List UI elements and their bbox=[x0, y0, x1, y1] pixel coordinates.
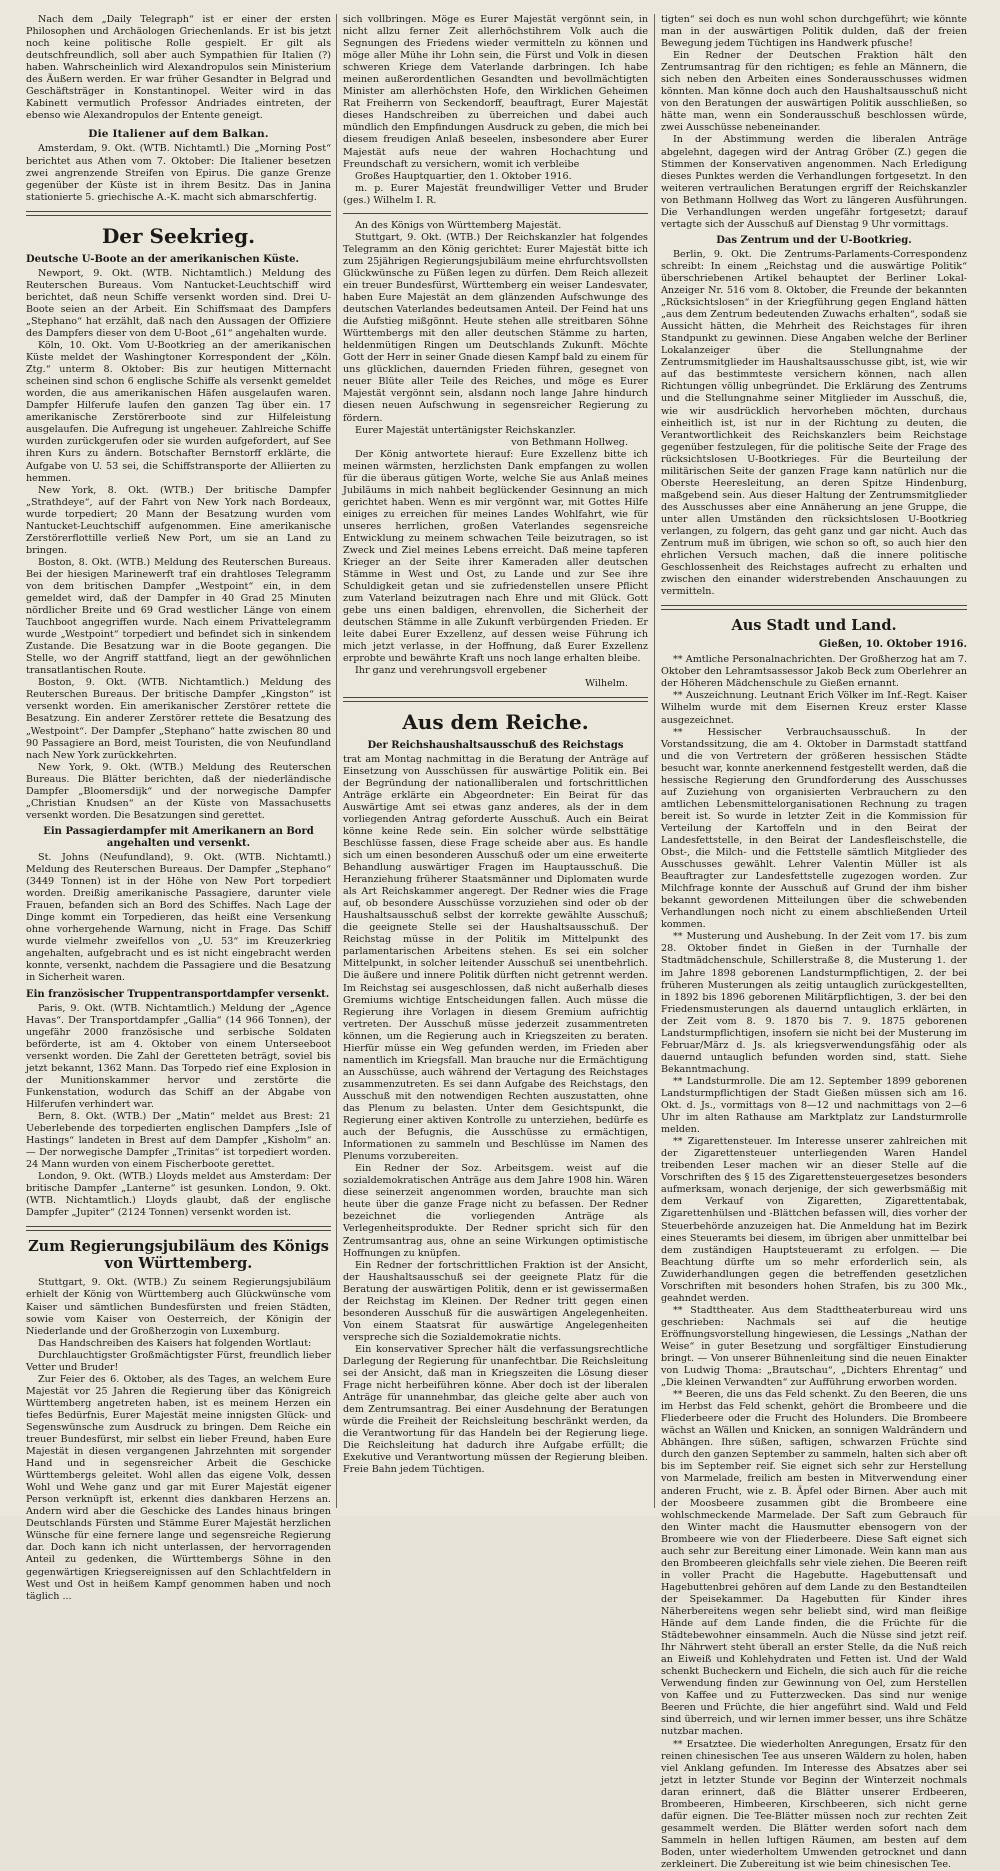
column-left bbox=[26, 14, 331, 1602]
divider bbox=[343, 697, 648, 702]
article-heading: Ein Passagierdampfer mit Amerikanern an Bord angehalten und versenkt. bbox=[43, 825, 314, 849]
article-text: Ein Redner der Soz. Arbeitsgem. weist auf die sozialdemokratischen Anträge aus dem Jahre 1908 hin. Wären diese seinerzeit angenommen worden, brauchte man sich heute über die ganze Frage nicht zu befassen. Der Redner bezeichnet die vorliegenden Anträge als Verlegenheitsprodukte. Der Redner spricht sich für den Zentrumsantrag aus, ohne an seine Wirkungen optimistische Hoffnungen zu knüpfen. bbox=[343, 1163, 648, 1259]
news-item: ** Beeren, die uns das Feld schenkt. Zu den Beeren, die uns im Herbst das Feld schenkt, gehört die Brombeere und die Fliederbeere oder die Frucht des Holunders. Die Brombeere wächst an Wällen und Knicken, an sonnigen Waldrändern und Abhängen. Ihre süßen, saftigen, schwarzen Früchte sind durch den ganzen September zu sammeln, halten sich aber oft bis im September reif. Sie eignet sich sehr zur Herstellung von Marmelade, freilich am besten in Mitverwendung einer anderen Frucht, wie z. B. Äpfel oder Birnen. Aber auch mit der Moosbeere zusammen gibt die Brombeere eine wohlschmeckende Marmelade. Der Saft zum Gebrauch für den Winter macht die Hausmutter ebensogern von der Brombeere wie von der Fliederbeere. Diese Saft eignet sich auch sehr zur Bereitung einer Limonade. Wein kann man aus den Brombeeren gleichfalls sehr viele ziehen. Die Beeren reift in voller Pracht die Hagebutte. Hagebuttensaft und Hagebuttenbrei gehören auf dem Lande zu den Bestandteilen der Speisekammer. Da Hagebutten für Kinder ihres Näherbereitens wegen sehr beliebt sind, wird man fleißige Hände auf dem Lande finden, die die Früchte für die Städtebewohner einsammeln. Auch die Nüsse sind jetzt reif. Ihr Nährwert steht überall an erster Stelle, da die Nuß reich an Eiweiß und Kohlehydraten und Fetten ist. Und der Wald schenkt Bucheckern und Eicheln, die sich auch für die reiche Verwendung finden zur Gewinnung von Oel, zum Herstellen von Kaffee und zu Futterzwecken. Das sind nur wenige Beeren und Früchte, die hier angeführt sind. Wald und Feld sind überreich, und wir lernen immer besser, uns ihre Schätze nutzbar machen. bbox=[661, 1389, 967, 1738]
section-title: Aus Stadt und Land. bbox=[731, 617, 897, 635]
article-heading: Das Zentrum und der U-Bootkrieg. bbox=[716, 234, 912, 246]
article-text: Amsterdam, 9. Okt. (WTB. Nichtamtl.) Die „Morning Post“ berichtet aus Athen vom 7. Oktober: Die Italiener besetzen zwei angrenzende Streifen von Epirus. Die ganze Grenze gegenüber der Küste ist in ihrem Besitz. Das in Janina stationierte 5. griechische A.-K. macht sich abmarschfertig. bbox=[26, 143, 331, 203]
article-text: Stuttgart, 9. Okt. (WTB.) Der Reichskanzler hat folgendes Telegramm an den König gerichtet: Eurer Majestät bitte ich zum 25jährigen Regierungsjubiläum meine ehrfurchtsvollsten Glückwünsche zu Füßen legen zu dürfen. Dem Reich allezeit ein treuer Bundesfürst, Württemberg ein weiser Landesvater, haben Eure Majestät an dem glänzenden Aufschwunge des deutschen Vaterlandes bedeutsamen Anteil. Der Feind hat uns die Aufstieg mißgönnt. Heute stehen alle streitbaren Söhne Württembergs mit den aller deutschen Stämme zu harten, heldenmütigen Ringen um Deutschlands Zukunft. Möchte Gott der Herr in seiner Gnade diesen Kampf bald zu einem für uns glücklichen, dauernden Frieden führen, gesegnet von neuer Blüte aller Teile des Reiches, und möge es Eurer Majestät vergönnt sein, alsdann noch lange Jahre hindurch diesen neuen Aufschwung in segensreicher Regierung zu fördern. bbox=[343, 231, 648, 424]
dateline: Gießen, 10. Oktober 1916. bbox=[818, 639, 967, 651]
article-text: Berlin, 9. Okt. Die Zentrums-Parlaments-Correspondenz schreibt: In einem „Reichstag und die auswärtige Politik“ überschriebenen Artikel behauptet der Berliner Lokal-Anzeiger Nr. 516 vom 8. Oktober, die Freunde der bekannten „Rücksichtslosen“ in der Kriegführung gegen England hätten „aus dem Zentrum bedeutenden Zuwachs erhalten“, sodaß sie Aussicht hätten, die Mehrheit des Reichstages für ihren Standpunkt zu gewinnen. Diese Angaben welche der Berliner Lokalanzeiger über die Stellungnahme der Zentrumsmitglieder im Haushaltsausschusse gibt, ist, wie wir auf das bestimmteste versichern können, nach allen Richtungen völlig unbegründet. Die Erklärung des Zentrums und die Stellungnahme seiner Mitglieder im Ausschuß, die, wie wir ausdrücklich hervorheben möchten, durchaus einheitlich ist, ist nur in der Richtung zu deuten, die Verantwortlichkeit des Reichskanzlers beim Reichstage gegenüber festzulegen, für die politische Seite der Frage des rücksichtslosen U-Bootkrieges. Für die Beurteilung der militärischen Seite der ganzen Frage kann natürlich nur die Oberste Heeresleitung, an deren Spitze Hindenburg, maßgebend sein. Aus dieser Haltung der Zentrumsmitglieder des Ausschusses aber eine Annäherung an jene Gruppe, die unter allen Umständen den rücksichtslosen U-Bootkrieg verlangen, zu folgern, das geht ganz und gar nicht. Auch das Zentrum muß im übrigen, wie schon so oft, so auch hier den ehrlichen Versuch machen, daß die innere politische Geschlossenheit des Reichstages aufrecht zu erhalten und zwischen den einander widerstrebenden Anschauungen zu vermitteln. bbox=[661, 248, 967, 598]
column-right bbox=[661, 14, 967, 1870]
article-text: Paris, 9. Okt. (WTB. Nichtamtlich.) Meldung der „Agence Havas“. Der Transportdampfer „Gallia“ (14 966 Tonnen), der ungefähr 2000 französische und serbische Soldaten beförderte, ist am 4. Oktober von einem Unterseeboot versenkt worden. Die Zahl der Geretteten beträgt, soviel bis jetzt bekannt, 1362 Mann. Das Torpedo rief eine Explosion in der Munitionskammer hervor und zerstörte die Funkenstation, wodurch das Schiff an der Abgabe von Hilferufen verhindert war. bbox=[26, 1002, 331, 1110]
article-text: Ein Redner der Deutschen Fraktion hält den Zentrumsantrag für den richtigen; es fehle an Männern, die sich neben den Arbeiten eines Sonderausschusses widmen könnten. Man könne doch auch den Haushaltsausschuß nicht von den Beratungen der auswärtigen Politik ausschließen, so hätte man, wenn ein Sonderausschuß beschlossen würde, zwei Ausschüsse nebeneinander. bbox=[661, 50, 967, 134]
divider bbox=[26, 211, 331, 216]
article-text: Stuttgart, 9. Okt. (WTB.) Zu seinem Regierungsjubiläum erhielt der König von Württemberg auch Glückwünsche vom Kaiser und sämtlichen Bundesfürsten und freien Städten, sowie vom Kaiser von Oesterreich, der Königin der Niederlande und der Großherzogin von Luxemburg. bbox=[26, 1277, 331, 1337]
article-text: St. Johns (Neufundland), 9. Okt. (WTB. Nichtamtl.) Meldung des Reuterschen Bureaus. Der Dampfer „Stephano“ (3449 Tonnen) ist in der Höhe von New Port torpediert worden. Dreißig amerikanische Passagiere, darunter viele Frauen, befanden sich an Bord des Schiffes. Nach Lage der Dinge kommt ein Torpedieren, das heißt eine Versenkung ohne vorhergehende Warnung, nicht in Frage. Das Schiff wurde vielmehr zweifellos von „U. 53“ im Kreuzerkrieg angehalten, aufgebracht und es ist nicht eingebracht werden konnte, versenkt, nachdem die Passagiere und die Besatzung in Sicherheit waren. bbox=[26, 852, 331, 984]
article-text: sich vollbringen. Möge es Eurer Majestät vergönnt sein, in nicht allzu ferner Zeit allerhöchstihrem Volk auch die Segnungen des Friedens wieder vermitteln zu können und möge aller Mühe ihr Lohn sein, die Fürst und Volk in diesen schweren Kriege dem Vaterlande darbringen. Ich habe meinen außerordentlichen Gesandten und bevollmächtigten Minister am allerhöchsten Hofe, den Wirklichen Geheimen Rat Freiherrn von Seckendorff, beauftragt, Eurer Majestät dieses Handschreiben zu überreichen und dabei auch mündlich den Empfindungen Ausdruck zu geben, die mich bei diesem freudigen Anlaß beseelen, insbesondere aber Eurer Majestät aufs neue der wahren Hochachtung und Freundschaft zu versichern, womit ich verbleibe bbox=[343, 14, 648, 170]
news-item: ** Auszeichnung. Leutnant Erich Völker im Inf.-Regt. Kaiser Wilhelm wurde mit dem Eisernen Kreuz erster Klasse ausgezeichnet. bbox=[661, 690, 967, 726]
article-text: Ein konservativer Sprecher hält die verfassungsrechtliche Darlegung der Regierung für unanfechtbar. Die Reichsleitung sei der Ansicht, daß man in Kriegszeiten die Lösung dieser Frage nicht herbeiführen könne. Aber doch ist der liberalen Anträge für unannehmbar, das gleiche gelte aber auch von dem Zentrumsantrag. Bei einer Ausdehnung der Beratungen würde die Freiheit der Reichsleitung beschränkt werden, da die Verantwortung für das Handeln bei der Regierung liege. Die Reichsleitung hat dadurch ihre Aufgabe erfüllt; die Exekutive und Verantwortung müssen der Regierung bleiben. Freie Bahn jedem Tüchtigen. bbox=[343, 1343, 648, 1476]
article-text: tigten“ sei doch es nun wohl schon durchgeführt; wie könnte man in der auswärtigen Politik dulden, daß der freien Bewegung jedem Tüchtigen ins Handwerk pfusche! bbox=[661, 14, 967, 50]
section-heading: Die Italiener auf dem Balkan. bbox=[88, 128, 269, 141]
article-text: Das Handschreiben des Kaisers hat folgenden Wortlaut: bbox=[38, 1337, 312, 1349]
news-item: ** Amtliche Personalnachrichten. Der Großherzog hat am 7. Oktober den Lehramtsassessor Jakob Beck zum Oberlehrer an der Höheren Mädchenschule zu Gießen ernannt. bbox=[661, 654, 967, 690]
section-title: Der Seekrieg. bbox=[101, 223, 256, 248]
signature: m. p. Eurer Majestät freundwilliger Vetter und Bruder (ges.) Wilhelm I. R. bbox=[343, 182, 648, 206]
article-text: Der König antwortete hierauf: Eure Exzellenz bitte ich meinen wärmsten, herzlichsten Dank empfangen zu wollen für die überaus gütigen Worte, welche Sie aus Anlaß meines Jubiläums in mich nahbeit beglückender Gesinnung an mich gerichtet haben. Wenn es mir vergönnt war, mit Gottes Hilfe einiges zu erreichen für meines Landes Wohlfahrt, wie für unseres herrlichen, großen Vaterlandes segensreiche Entwicklung zu meinem schwachen Teile beizutragen, so ist Zweck und Ziel meines Lebens erreicht. Daß meine tapferen Krieger an der Seite ihrer Kameraden aller deutschen Stämme in West und Ost, zu Lande und zur See ihre Schuldigkeit getan und sie zufriedenstellen unsere Pflicht zum Vaterland beizutragen nach Ehre und mit Glück. Gott gebe uns einen baldigen, ehrenvollen, die Sicherheit der deutschen Stämme in alle Zukunft verbürgenden Frieden. Er leite dabei Eurer Exzellenz, auf dessen weise Führung ich mich jetzt verlasse, in der Hoffnung, daß Eurer Exzellenz erprobte und bewährte Kraft uns noch lange erhalten bleibe. bbox=[343, 448, 648, 665]
divider bbox=[26, 1226, 331, 1231]
news-item: ** Landsturmrolle. Die am 12. September 1899 geborenen Landsturmpflichtigen der Stadt Gießen müssen sich am 16. Okt. d. Js., vormittags von 8—12 und nachmittags von 2—6 Uhr im alten Rathause am Marktplatz zur Landsturmrolle melden. bbox=[661, 1075, 967, 1136]
signature: Ihr ganz und verehrungsvoll ergebener bbox=[355, 665, 547, 677]
signature: Eurer Majestät untertänigster Reichskanzler. bbox=[355, 424, 576, 436]
divider bbox=[343, 213, 648, 214]
news-item: ** Zigarettensteuer. Im Interesse unserer zahlreichen mit der Zigarettensteuer unterliegenden Waren Handel treibenden Leser machen wir an dieser Stelle auf die Vorschriften des § 15 des Zigarettensteuergesetzes besonders aufmerksam, wonach derjenige, der sich gewerbsmäßig mit dem Verkauf von Zigaretten, Zigarettentabak, Zigarettenhülsen und -Blättchen befassen will, dies vorher der Steuerbehörde anzuzeigen hat. Die Anmeldung hat im Bezirk eines Steueramts bei diesem, im übrigen aber unmittelbar bei dem zuständigen Hauptsteueramt zu erfolgen. — Die Beachtung dürfte um so mehr erforderlich sein, als Zuwiderhandlungen gegen die betreffenden gesetzlichen Vorschriften mit besonders hohen Strafen, bis zu 300 Mk., geahndet werden. bbox=[661, 1136, 967, 1304]
news-item: ** Musterung und Aushebung. In der Zeit vom 17. bis zum 28. Oktober findet in Gießen in der Turnhalle der Stadtmädchenschule, Schillerstraße 8, die Musterung 1. der im Jahre 1898 geborenen Landsturmpflichtigen, 2. der bei früheren Musterungen als zeitig untauglich zurückgestellten, in 1892 bis 1896 geborenen Militärpflichtigen, 3. der bei den Friedensmusterungen als dauernd untauglich erklärten, in der Zeit vom 8. 9. 1870 bis 7. 9. 1875 geborenen Landsturmpflichtigen, insofern sie nicht bei der Musterung im Februar/März d. Js. als kriegsverwendungsfähig oder als dauernd untauglich befunden worden sind, statt. Siehe Bekanntmachung. bbox=[661, 931, 967, 1075]
news-item: ** Ersatztee. Die wiederholten Anregungen, Ersatz für den reinen chinesischen Tee aus unseren Wäldern zu holen, haben viel Anklang gefunden. Im Interesse des Absatzes aber sei jetzt in letzter Stunde vor Beginn der Winterzeit nochmals daran erinnert, daß die Blätter unserer Erdbeeren, Brombeeren, Himbeeren, Kirschbeeren, sich nicht gerne dafür eignen. Die Tee-Blätter müssen noch zur rechten Zeit gesammelt werden. Die Blätter werden sofort nach dem Sammeln in hellen luftigen Räumen, am besten auf dem Boden, unter wiederholtem Umwenden getrocknet und dann zerkleinert. Die Zubereitung ist wie beim chinesischen Tee. bbox=[661, 1738, 967, 1870]
article-text: Ein Redner der fortschrittlichen Fraktion ist der Ansicht, der Haushaltsausschuß sei der geeignete Platz für die Beratung der auswärtigen Politik, denn er ist gewissermaßen der Reichstag im Kleinen. Der Redner tritt gegen einen besonderen Ausschuß für die auswärtigen Angelegenheiten. Von einem Staatsrat für auswärtige Angelegenheiten verspreche sich die Sozialdemokratie nichts. bbox=[343, 1259, 648, 1343]
article-text: An des Königs von Württemberg Majestät. bbox=[355, 219, 562, 231]
article-text: Bern, 8. Okt. (WTB.) Der „Matin“ meldet aus Brest: 21 Ueberlebende des torpedierten englischen Dampfers „Isle of Hastings“ landeten in Brest auf dem Dampfer „Kisholm“ an. — Der norwegische Dampfer „Trinitas“ ist torpediert worden. 24 Mann wurden von einem Fischerboote gerettet. bbox=[26, 1110, 331, 1171]
article-heading: Ein französischer Truppentransportdampfer versenkt. bbox=[26, 988, 330, 1000]
section-title: Zum Regierungsjubiläum des Königs von Württemberg. bbox=[28, 1238, 329, 1273]
article-text: New York, 8. Okt. (WTB.) Der britische Dampfer „Strathdeye“, auf der Fahrt von New York nach Bordeaux, wurde torpediert; 20 Mann der Besatzung wurden vom Nantucket-Leuchtschiff aufgenommen. Eine amerikanische Zerstörerflottille verließ New Port, um sie an Land zu bringen. bbox=[26, 484, 331, 556]
divider bbox=[661, 605, 967, 610]
signature-place: Großes Hauptquartier, den 1. Oktober 1916. bbox=[355, 170, 572, 182]
section-title: Aus dem Reiche. bbox=[402, 709, 589, 734]
column-divider bbox=[654, 14, 655, 1508]
article-text: Zur Feier des 6. Oktober, als des Tages, an welchem Eure Majestät vor 25 Jahren die Regierung über das Königreich Württemberg angetreten haben, ist es meinem Herzen ein tiefes Bedürfnis, Eurer Majestät meine innigsten Glück- und Segenswünsche zum Ausdruck zu bringen. Dem Reiche ein treuer Bundesfürst, mir selbst ein lieber Freund, haben Eure Majestät in diesen vergangenen Jahrzehnten mit sorgender Hand und in segensreicher Arbeit die Geschicke Württembergs geleitet. Wohl allen das eigene Volk, dessen Wohl und Wehe ganz und gar mit Eurer Majestät eigener Person verknüpft ist, erkennt dies dankbaren Herzens an. Andern wird aber die Geschicke des Landes hinaus bringen Deutschlands Fürsten und Stämme Eurer Majestät herzlichen Wünsche für eine fernere lange und segensreiche Regierung dar. Doch kann ich nicht unterlassen, der hervorragenden Anteil zu gedenken, die Württembergs Söhne in den gegenwärtigen Kriegsereignissen auf den Schlachtfeldern in West und Ost in heißem Kampf genommen haben und noch täglich ... bbox=[26, 1373, 331, 1602]
article-text: Boston, 8. Okt. (WTB.) Meldung des Reuterschen Bureaus. Bei der hiesigen Marinewerft traf ein drahtloses Telegramm von dem britischen Dampfer „Westpoint“ ein, in dem gemeldet wird, daß der Dampfer in 40 Grad 25 Minuten nördlicher Breite und 69 Grad westlicher Länge von einem Tauchboot angegriffen wurde. Nach einem Privattelegramm wurde „Westpoint“ torpediert und befindet sich in sinkendem Zustande. Die Besatzung war in die Boote gegangen. Die Stelle, wo der Angriff stattfand, liegt an der gewöhnlichen transatlantischen Route. bbox=[26, 556, 331, 677]
article-text: Boston, 9. Okt. (WTB. Nichtamtlich.) Meldung des Reuterschen Bureaus. Der britische Dampfer „Kingston“ ist versenkt worden. Ein amerikanischer Zerstörer rettete die Besatzung. Ein anderer Zerstörer rettete die Besatzung des „Westpoint“. Der Dampfer „Stephano“ hatte zwischen 80 und 90 Passagiere an Bord, meist Touristen, die von Neufundland nach New York zurückkehrten. bbox=[26, 677, 331, 761]
article-heading: Der Reichshaushaltsausschuß des Reichstags bbox=[367, 739, 624, 751]
signature: von Bethmann Hollweg. bbox=[511, 436, 628, 448]
article-intro: Nach dem „Daily Telegraph“ ist er einer der ersten Philosophen und Archäologen Griechenlands. Er ist bis jetzt noch keine politische Rolle gespielt. Er gilt als deutschfreundlich, soll aber auch Sympathien für Italien (?) haben. Wahrscheinlich wird Alexandropulos sein Ministerium des Äußern werden. Er war früher Gesandter in Belgrad und Geschäftsträger in Konstantinopel. Weiter wird in das Kabinett vermutlich Professor Andriades eintreten, der ebenso wie Alexandropulos der Entente geneigt. bbox=[26, 14, 331, 122]
article-text: New York, 9. Okt. (WTB.) Meldung des Reuterschen Bureaus. Die Blätter berichten, daß der niederländische Dampfer „Bloomersdijk“ und der norwegische Dampfer „Christian Knudsen“ an der Küste von Massachusetts versenkt worden. Die Besatzungen sind gerettet. bbox=[26, 761, 331, 821]
article-text: In der Abstimmung werden die liberalen Anträge abgelehnt, dagegen wird der Antrag Gröber (Z.) gegen die Stimmen der Konservativen angenommen. Nach Erledigung dieses Punktes werden die Verhandlungen fortgesetzt. In den weiteren vertraulichen Beratungen ergriff der Reichskanzler von Bethmann Hollweg das Wort zu längeren Ausführungen. Die Verhandlungen werden ungefähr fortgesetzt; darauf vertagte sich der Ausschuß auf Dienstag 9 Uhr vormittags. bbox=[661, 134, 967, 230]
article-text: Köln, 10. Okt. Vom U-Bootkrieg an der amerikanischen Küste meldet der Washingtoner Korrespondent der „Köln. Ztg.“ unterm 8. Oktober: Bis zur heutigen Mitternacht scheinen sind schon 6 englische Schiffe als versenkt gemeldet worden, die aus amerikanischen Häfen ausgelaufen waren. Dampfer Hilferufe laufen den ganzen Tag über ein. 17 amerikanische Zerstörerboote sind zur Hilfeleistung ausgelaufen. Die Aufregung ist ungeheuer. Zahlreiche Schiffe wurden zurückgerufen oder sie wurden aufgefordert, auf See ihren Kurs zu ändern. Botschafter Bernstorff erklärte, die Aufgabe von U. 53 sei, die Schiffstransporte der Alliierten zu hemmen. bbox=[26, 340, 331, 484]
article-text: Newport, 9. Okt. (WTB. Nichtamtlich.) Meldung des Reuterschen Bureaus. Vom Nantucket-Leuchtschiff wird berichtet, daß neun Schiffe versenkt worden sind. Drei U-Boote seien an der Arbeit. Ein Schiffsmaat des Dampfers „Stephano“ hat erzählt, daß nach den Aussagen der Offiziere des Dampfers dieser von dem U-Boot „61“ angehalten wurde. bbox=[26, 267, 331, 339]
signature: Wilhelm. bbox=[585, 677, 628, 689]
article-text: London, 9. Okt. (WTB.) Lloyds meldet aus Amsterdam: Der britische Dampfer „Lanterne“ ist gesunken. London, 9. Okt. (WTB. Nichtamtlich.) Lloyds glaubt, daß der englische Dampfer „Jupiter“ (2124 Tonnen) versenkt worden ist. bbox=[26, 1171, 331, 1219]
column-divider bbox=[336, 14, 337, 1508]
news-item: ** Stadttheater. Aus dem Stadttheaterbureau wird uns geschrieben: Nachmals sei auf die heutige Eröffnungsvorstellung hingewiesen, die Lessings „Nathan der Weise“ in guter Besetzung und sorgfältiger Einstudierung bringt. — Von unserer Bühnenleitung sind die neuen Einakter von Ludwig Thoma: „Brautschau“, „Dichters Ehrentag“ und „Die kleinen Verwandten“ zur Aufführung erworben worden. bbox=[661, 1304, 967, 1389]
article-text: Durchlauchtigster Großmächtigster Fürst, freundlich lieber Vetter und Bruder! bbox=[26, 1349, 331, 1373]
article-heading: Deutsche U-Boote an der amerikanischen Küste. bbox=[26, 253, 299, 265]
column-middle bbox=[343, 14, 648, 1508]
article-text: trat am Montag nachmittag in die Beratung der Anträge auf Einsetzung von Ausschüssen für auswärtige Politik ein. Bei der Begründung der nationalliberalen und fortschrittlichen Anträge erklärte ein Abgeordneter: Ein Beirat für das Auswärtige Amt sei etwas ganz anderes, als der in dem vorliegenden Antrag geforderte Ausschuß. Auch ein Beirat könne keine Rede sein. Ein solcher würde selbsttätige Beschlüsse fassen, diese Frage scheide aber aus. Es handle sich um einen besonderen Ausschuß oder um eine erweiterte Behandlung auswärtiger Fragen im Hauptausschuß. Die Heranziehung früherer Staatsmänner und Diplomaten wurde als Art Reichskammer angeregt. Der Redner wies die Frage auf, ob besondere Ausschüsse vorzuziehen sind oder ob der Haushaltsausschuß selbst der korrekte gewählte Ausschuß; die geeignete Stelle sei der Haushaltsausschuß. Der Reichstag müsse in der Politik im Mittelpunkt des parlamentarischen Arbeitens stehen. Es sei ein solcher Mittelpunkt, in solcher leitender Ausschuß sei unentbehrlich. Die äußere und innere Politik dürften nicht getrennt werden. Im Reichstag sei ausgeschlossen, daß nicht außerhalb dieses Gremiums wichtige Entscheidungen fallen. Auch müsse die Regierung ihre Vorlagen in diesem Gremium aufrichtig vertreten. Der Ausschuß müsse jederzeit zusammentreten können, um die Regierung auch in Kriegszeiten zu beraten. Hierfür müsse ein Weg gefunden werden, im Frieden aber namentlich im Kriegsfall. Man brauche nur die Ermächtigung an Ausschüsse, auch während der Vertagung des Reichstages zusammenzutreten. Es sei dann Aufgabe des Reichstags, den Ausschuß mit den notwendigen Rechten auszustatten, ohne das Plenum zu belasten. Unter dem Gesichtspunkt, die Regierung einer aktiven Kontrolle zu unterziehen, bedürfe es auch der Befugnis, die Ausschüsse zu ermächtigen, Informationen zu sammeln und Beschlüsse im Namen des Plenums vorzubereiten. bbox=[343, 753, 648, 1163]
news-item: ** Hessischer Verbrauchsausschuß. In der Vorstandssitzung, die am 4. Oktober in Darmstadt stattfand und die von Vertretern der größeren hessischen Städte besucht war, konnte anerkennend festgestellt werden, daß die hessische Regierung den Grundforderung des Ausschusses auf Zuziehung von organisierten Verbrauchern zu den amtlichen Lebensmittelorganisationen Rechnung zu tragen bereit ist. So wurde in letzter Zeit in die Kommission für Verteilung der Kartoffeln und in den Beirat der Landesfettstelle, in den Beirat der Landesfleischstelle, die Obst-, die Milch- und die Fettstelle sämtlich Mitglieder des Ausschusses gewählt. Lehrer Valentin Müller ist als Beauftragter zur Landesfettstelle zugezogen worden. Zur Milchfrage konnte der Ausschuß auf Grund der ihm bisher bekannt gewordenen Mitteilungen über die schwebenden Verhandlungen noch nicht zu einem abschließenden Urteil kommen. bbox=[661, 726, 967, 931]
